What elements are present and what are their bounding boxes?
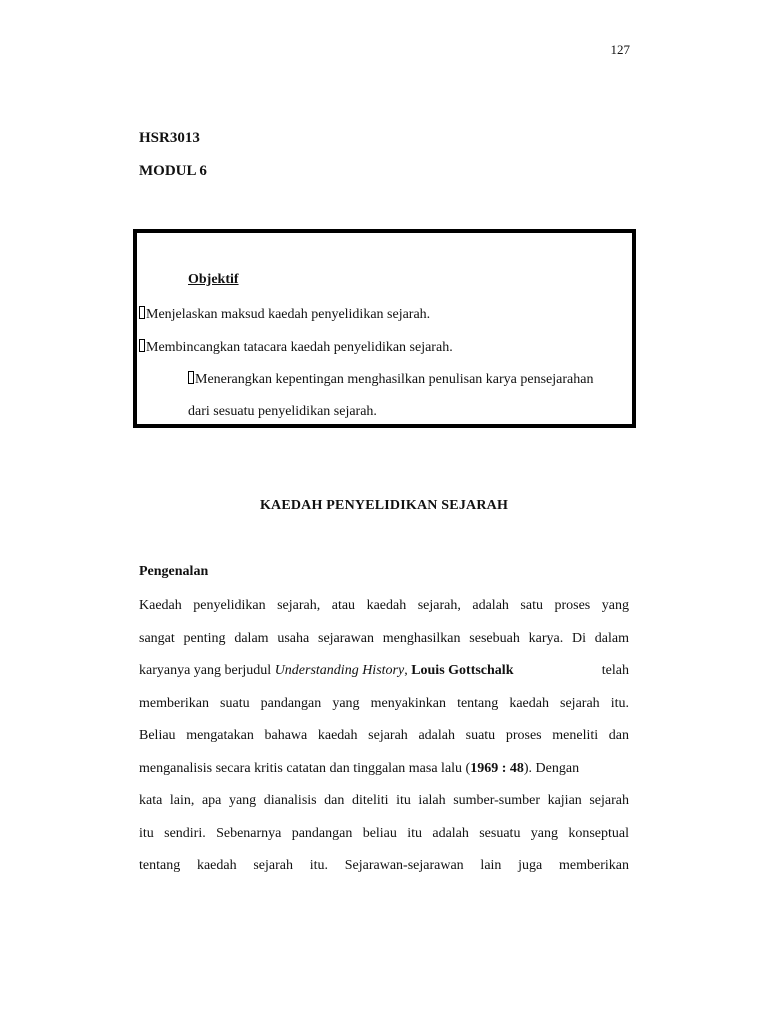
word: sejarah, xyxy=(277,598,321,613)
word: atau xyxy=(331,598,356,613)
objective-text: Menjelaskan maksud kaedah penyelidikan sejarah. xyxy=(146,307,431,322)
paragraph-line: memberikan suatu pandangan yang menyakinkan tentang kaedah sejarah itu. xyxy=(139,695,629,711)
text-run: karyanya yang berjudul xyxy=(139,663,275,678)
bullet-glyph-icon xyxy=(139,306,145,319)
word: kaedah xyxy=(366,598,407,613)
module-title: MODUL 6 xyxy=(139,163,207,179)
paragraph-line: tentang kaedah sejarah itu. Sejarawan-sejarawan lain juga memberikan xyxy=(139,858,629,873)
paragraph-line: sangat penting dalam usaha sejarawan menghasilkan sesebuah karya. Di dalam xyxy=(139,630,629,646)
word: Kaedah xyxy=(139,598,182,613)
bullet-glyph-icon xyxy=(188,371,194,384)
paragraph-line-0 xyxy=(139,590,629,623)
intro-paragraph xyxy=(139,590,629,883)
word: sejarah, xyxy=(417,598,461,613)
intro-heading: Pengenalan xyxy=(139,564,209,579)
page-number: 127 xyxy=(610,42,630,57)
paragraph-line: Beliau mengatakan bahawa kaedah sejarah adalah suatu proses meneliti dan xyxy=(139,728,629,743)
word: proses xyxy=(554,598,591,613)
objective-item xyxy=(139,339,453,356)
paragraph-line-5 xyxy=(139,753,629,786)
word: satu xyxy=(520,598,543,613)
objective-item-continued: dari sesuatu penyelidikan sejarah. xyxy=(188,404,377,419)
paragraph-line: kata lain, apa yang dianalisis dan diteliti itu ialah sumber-sumber kajian sejarah xyxy=(139,793,629,808)
author-name: Louis Gottschalk xyxy=(411,663,514,678)
text-run: menganalisis secara kritis catatan dan tinggalan masa lalu ( xyxy=(139,760,471,776)
objectives-box xyxy=(133,229,636,428)
objective-text: Menerangkan kepentingan menghasilkan penulisan karya pensejarahan xyxy=(195,372,594,387)
bullet-glyph-icon xyxy=(139,339,145,352)
text-run: ). Dengan xyxy=(523,760,580,776)
book-title: Understanding History xyxy=(274,663,405,678)
objectives-title: Objektif xyxy=(188,272,239,287)
paragraph-line-2 xyxy=(139,655,629,688)
text-run: telah xyxy=(601,663,629,678)
text-run: , xyxy=(404,663,412,678)
paragraph-line: itu sendiri. Sebenarnya pandangan beliau itu adalah sesuatu yang konseptual xyxy=(139,825,629,841)
objective-item xyxy=(188,371,593,388)
word: yang xyxy=(601,598,629,613)
course-code: HSR3013 xyxy=(139,130,200,146)
word: adalah xyxy=(472,598,509,613)
objective-text: Membincangkan tatacara kaedah penyelidikan sejarah. xyxy=(146,340,453,355)
section-title: KAEDAH PENYELIDIKAN SEJARAH xyxy=(259,498,509,513)
objective-item xyxy=(139,306,430,323)
citation: 1969 : 48 xyxy=(470,760,524,776)
word: penyelidikan xyxy=(193,598,266,613)
